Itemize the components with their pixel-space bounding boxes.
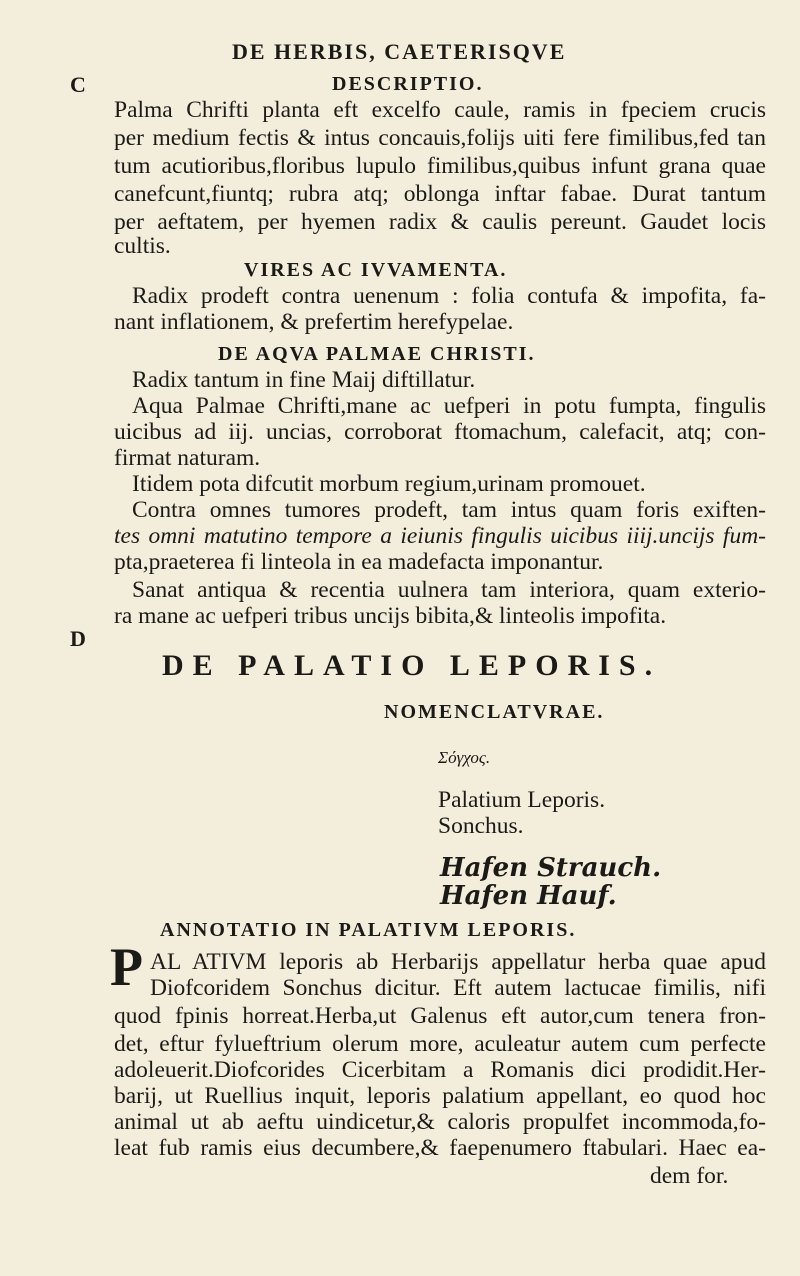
section-heading-aqua: DE AQVA PALMAE CHRISTI. <box>218 343 536 365</box>
text-line: per aeftatem, per hyemen radix & caulis pereunt. Gaudet locis <box>114 209 766 235</box>
text-line: Radix prodeft contra uenenum : folia contufa & impofita, fa- <box>132 283 766 309</box>
nomenclature-heading: NOMENCLATVRAE. <box>384 701 605 723</box>
text-line: Palma Chrifti planta eft excelfo caule, ramis in fpeciem crucis <box>114 97 766 123</box>
margin-letter-d: D <box>70 626 86 651</box>
text-line: Contra omnes tumores prodeft, tam intus quam foris exiften- <box>132 497 766 523</box>
text-line: nant inflationem, & prefertim herefypelae. <box>114 309 514 335</box>
latin-name: Palatium Leporis. <box>438 787 606 813</box>
section-heading-vires: VIRES AC IVVAMENTA. <box>244 259 508 281</box>
text-line: uicibus ad iij. uncias, corroborat ftomachum, calefacit, atq; con- <box>114 419 766 445</box>
text-line: AL ATIVM leporis ab Herbarijs appellatur herba quae apud <box>150 949 766 975</box>
text-line: animal ut ab aeftu uindicetur,& caloris propulfet incommoda,fo- <box>114 1109 766 1135</box>
text-line: canefcunt,fiuntq; rubra atq; oblonga inftar fabae. Durat tantum <box>114 181 766 207</box>
text-line: barij, ut Ruellius inquit, leporis palatium appellant, eo quod hoc <box>114 1083 766 1109</box>
text-line: Diofcoridem Sonchus dicitur. Eft autem lactucae fimilis, nifi <box>150 975 766 1001</box>
text-line: firmat naturam. <box>114 445 261 471</box>
annotation-heading: ANNOTATIO IN PALATIVM LEPORIS. <box>160 919 577 941</box>
german-name: Hafen Hauf. <box>440 881 617 911</box>
text-line: ra mane ac uefperi tribus uncijs bibita,& linteolis impofita. <box>114 603 667 629</box>
text-line: Radix tantum in fine Maij diftillatur. <box>132 367 476 393</box>
text-line: tum acutioribus,floribus lupulo fimilibus,quibus infunt grana quae <box>114 153 766 179</box>
text-line: cultis. <box>114 233 171 259</box>
running-head: DE HERBIS, CAETERISQVE <box>232 39 567 64</box>
section-heading-descriptio: DESCRIPTIO. <box>332 73 484 95</box>
text-line: adoleuerit.Diofcorides Cicerbitam a Romanis dici prodidit.Her- <box>114 1057 766 1083</box>
catchword: dem for. <box>650 1163 729 1189</box>
text-line: per medium fectis & intus concauis,folijs uiti fere fimilibus,fed tan <box>114 125 766 151</box>
text-line: pta,praeterea fi linteola in ea madefacta imponantur. <box>114 549 604 575</box>
text-line: quod fpinis horreat.Herba,ut Galenus eft autor,cum tenera fron- <box>114 1003 766 1029</box>
text-line: Itidem pota difcutit morbum regium,urinam promouet. <box>132 471 646 497</box>
german-name: Hafen Strauch. <box>440 853 662 883</box>
text-line: Aqua Palmae Chrifti,mane ac uefperi in potu fumpta, fingulis <box>132 393 766 419</box>
text-line: det, eftur fylueftrium olerum more, aculeatur autem cum perfecte <box>114 1031 766 1057</box>
chapter-title: DE PALATIO LEPORIS. <box>162 649 662 682</box>
text-line: leat fub ramis eius decumbere,& faepenumero ftabulari. Haec ea- <box>114 1135 766 1161</box>
drop-capital: P <box>110 937 143 997</box>
text-line: tes omni matutino tempore a ieiunis fingulis uicibus iiij.uncijs fum- <box>114 523 766 549</box>
greek-name: Σόγχος. <box>438 748 491 767</box>
latin-name: Sonchus. <box>438 813 524 839</box>
margin-letter-c: C <box>70 72 86 97</box>
text-line: Sanat antiqua & recentia uulnera tam interiora, quam exterio- <box>132 577 766 603</box>
